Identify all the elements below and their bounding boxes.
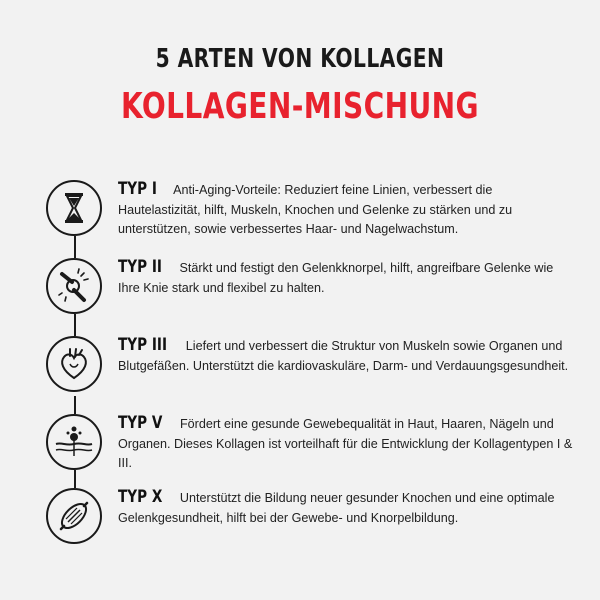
knee-joint-icon bbox=[46, 258, 102, 314]
muscle-bone-icon bbox=[46, 488, 102, 544]
connector-line bbox=[74, 396, 77, 414]
type-description: Unterstützt die Bildung neuer gesunder Knochen und eine optimale Gelenkgesundheit, hilft bei der Gewebe- und Knorpelbildung. bbox=[118, 491, 555, 525]
type-tag: TYP I bbox=[118, 179, 157, 199]
page-title: 5 ARTEN VON KOLLAGEN bbox=[155, 44, 445, 74]
page-subtitle: KOLLAGEN-MISCHUNG bbox=[121, 86, 479, 127]
type-description: Anti-Aging-Vorteile: Reduziert feine Linien, verbessert die Hautelastizität, hilft, Muskeln, Knochen und Gelenke zu stärken und zu unterstützen, sowie verbessertes Haar- und Nagelwachstum. bbox=[118, 183, 513, 236]
type-tag: TYP X bbox=[118, 487, 163, 507]
heart-organ-icon bbox=[46, 336, 102, 392]
type-description: Liefert und verbessert die Struktur von Muskeln sowie Organen und Blutgefäßen. Unterstützt die kardiovaskuläre, Darm- und Verdauungsgesundheit. bbox=[118, 339, 569, 373]
connector-line bbox=[74, 314, 77, 336]
type-description: Stärkt und festigt den Gelenkknorpel, hilft, angreifbare Gelenke wie Ihre Knie stark und flexibel zu halten. bbox=[118, 261, 554, 295]
connector-line bbox=[74, 470, 77, 488]
type-tag: TYP III bbox=[118, 335, 168, 355]
type-tag: TYP V bbox=[118, 413, 163, 433]
hourglass-icon bbox=[46, 180, 102, 236]
type-tag: TYP II bbox=[118, 257, 162, 277]
connector-line bbox=[74, 236, 77, 258]
type-description: Fördert eine gesunde Gewebequalität in Haut, Haaren, Nägeln und Organen. Dieses Kollagen ist vorteilhaft für die Entwicklung der Kollagentypen I & III. bbox=[118, 417, 573, 470]
skin-layer-icon bbox=[46, 414, 102, 470]
